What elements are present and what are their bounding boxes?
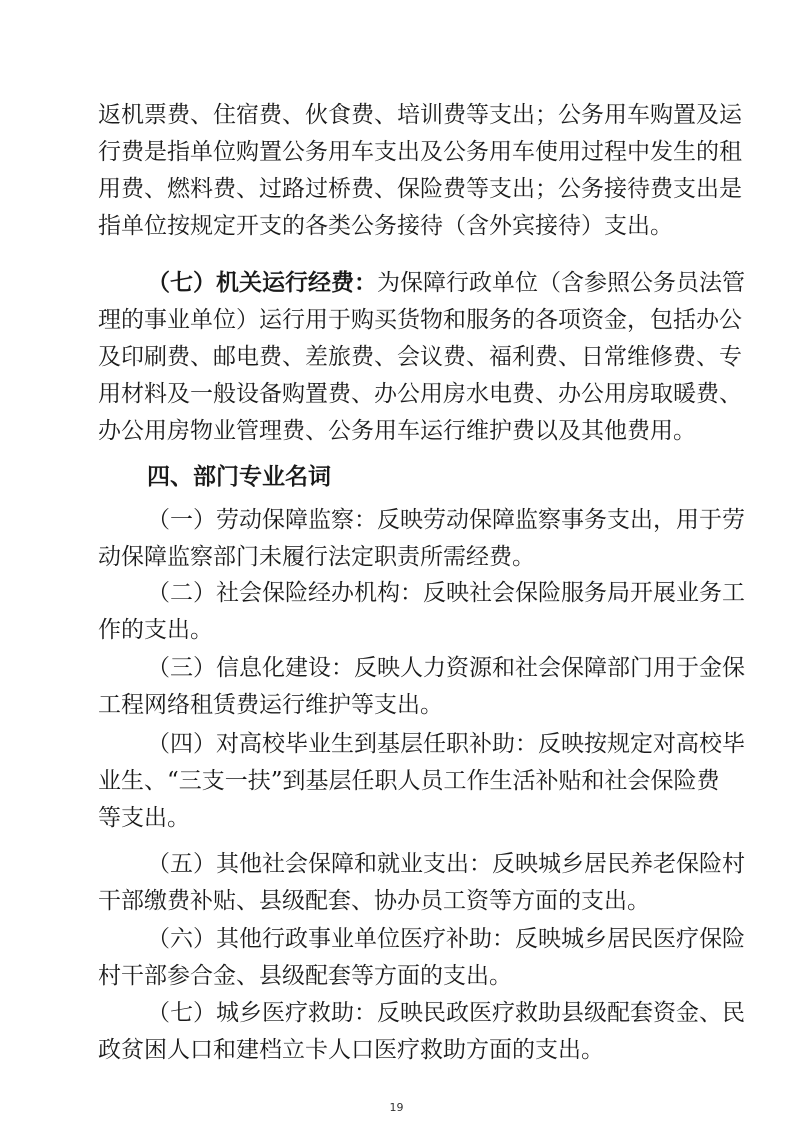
text-line: 返机票费、住宿费、伙食费、培训费等支出；公务用车购置及运 <box>98 102 742 128</box>
text-line: 动保障监察部门未履行法定职责所需经费。 <box>98 544 535 570</box>
text-line: （二）社会保险经办机构：反映社会保险服务局开展业务工 <box>147 580 745 606</box>
text-line: （七）城乡医疗救助：反映民政医疗救助县级配套资金、民 <box>147 1000 745 1026</box>
text-line: 行费是指单位购置公务用车支出及公务用车使用过程中发生的租 <box>98 139 742 165</box>
text-line: 等支出。 <box>98 805 190 831</box>
text-line: 工程网络租赁费运行维护等支出。 <box>98 692 443 718</box>
text-line: 村干部参合金、县级配套等方面的支出。 <box>98 963 512 989</box>
text-line: （一）劳动保障监察：反映劳动保障监察事务支出，用于劳 <box>147 507 745 533</box>
text-line <box>147 268 745 298</box>
text-line: （五）其他社会保障和就业支出：反映城乡居民养老保险村 <box>147 851 745 877</box>
page-number: 19 <box>389 1101 404 1114</box>
text-line: （四）对高校毕业生到基层任职补助：反映按规定对高校毕 <box>147 731 745 757</box>
text-line: 指单位按规定开支的各类公务接待（含外宾接待）支出。 <box>98 213 673 239</box>
text-line: 办公用房物业管理费、公务用车运行维护费以及其他费用。 <box>98 418 696 444</box>
bold-lead: （七）机关运行经费： <box>147 269 377 296</box>
text-line: （三）信息化建设：反映人力资源和社会保障部门用于金保 <box>147 655 745 681</box>
text-line: 作的支出。 <box>98 617 213 643</box>
text-line: 及印刷费、邮电费、差旅费、会议费、福利费、日常维修费、专 <box>98 344 742 370</box>
text-line: 理的事业单位）运行用于购买货物和服务的各项资金，包括办公 <box>98 307 742 333</box>
text-line: 业生、“三支一扶”到基层任职人员工作生活补贴和社会保险费 <box>98 768 720 794</box>
text-line: 用费、燃料费、过路过桥费、保险费等支出；公务接待费支出是 <box>98 176 742 202</box>
text-line: （六）其他行政事业单位医疗补助：反映城乡居民医疗保险 <box>147 926 745 952</box>
text-line: 用材料及一般设备购置费、办公用房水电费、办公用房取暖费、 <box>98 381 742 407</box>
text-line: 政贫困人口和建档立卡人口医疗救助方面的支出。 <box>98 1037 604 1063</box>
text-span: 为保障行政单位（含参照公务员法管 <box>377 270 745 296</box>
section-heading: 四、部门专业名词 <box>147 463 331 490</box>
text-line: 干部缴费补贴、县级配套、协办员工资等方面的支出。 <box>98 888 650 914</box>
